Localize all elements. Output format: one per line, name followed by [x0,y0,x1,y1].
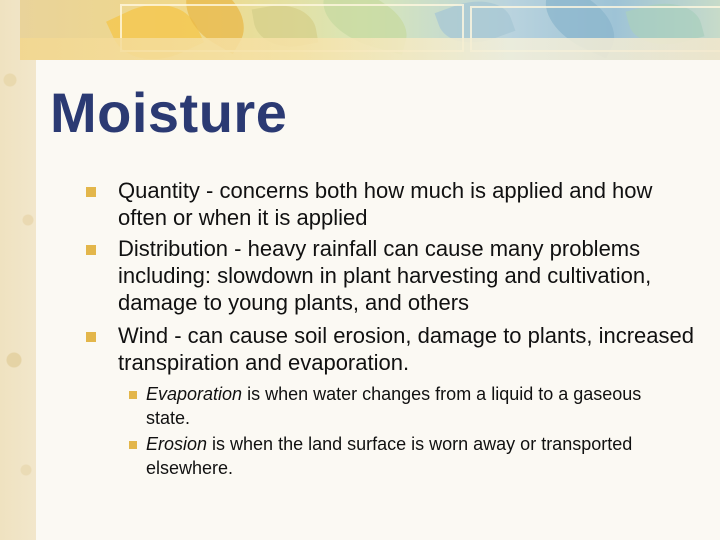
sub-bullet-marker-icon [129,391,137,399]
bullet-item: Distribution - heavy rainfall can cause many problems including: slowdown in plant harvesting and cultivation, damage to young plants, and others [118,236,652,315]
sub-bullet-item [146,432,686,480]
bullet-marker-icon [86,332,96,342]
bullet-item: Quantity - concerns both how much is applied and how often or when it is applied [118,178,653,230]
banner-band [20,38,720,60]
bullet-item: Wind - can cause soil erosion, damage to plants, increased transpiration and evaporation. [118,323,694,375]
sub-bullet-term: Erosion [146,434,208,454]
sub-bullet-marker-icon [129,441,137,449]
slide-title: Moisture [50,81,288,144]
parchment-texture [0,0,40,540]
sub-bullet-text: is when the land surface is worn away or transported elsewhere. [146,434,633,478]
decorative-leaf-banner [20,0,720,60]
bullet-marker-icon [86,245,96,255]
sub-bullet-item [146,382,686,430]
sub-bullet-term: Evaporation [146,384,243,404]
bullet-marker-icon [86,187,96,197]
sub-bullet-text: is when water changes from a liquid to a gaseous state. [146,384,642,428]
